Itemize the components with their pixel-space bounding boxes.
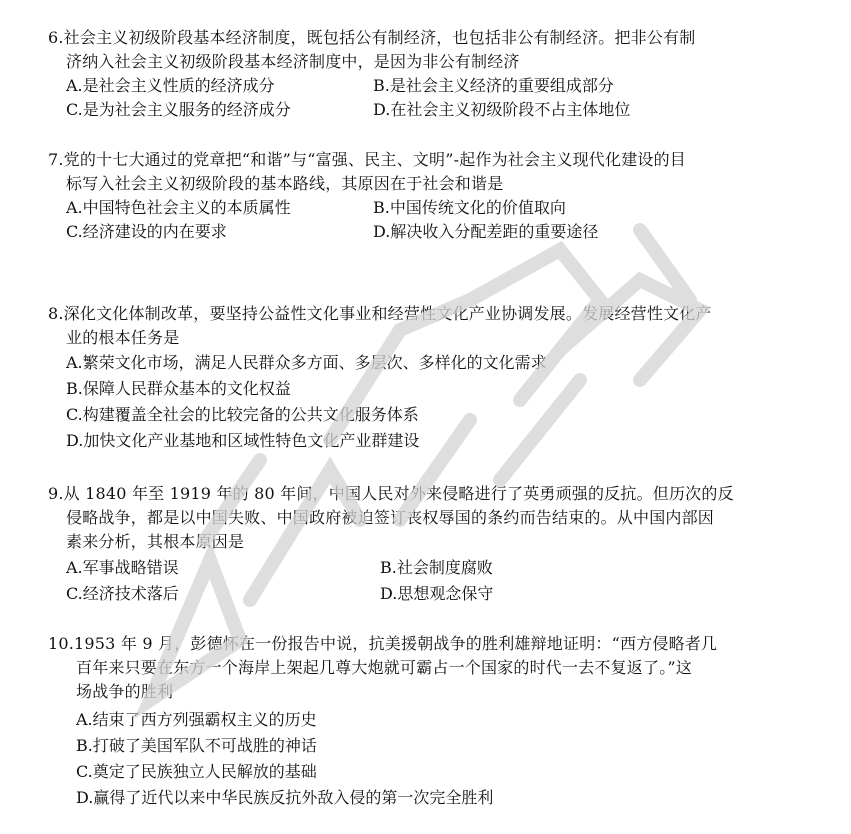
question-7-option-c[interactable]: C.经济建设的内在要求 — [66, 222, 227, 241]
question-8-stem — [48, 302, 838, 350]
question-10-option-a[interactable]: A.结束了西方列强霸权主义的历史 — [76, 710, 317, 729]
question-10-line-2: 百年来只要在东方一个海岸上架起几尊大炮就可霸占一个国家的时代一去不复返了。”这 — [76, 658, 692, 677]
question-7-stem — [48, 148, 838, 196]
question-10-stem — [48, 632, 838, 704]
question-9-option-c[interactable]: C.经济技术落后 — [66, 584, 179, 603]
question-6-option-c[interactable]: C.是为社会主义服务的经济成分 — [66, 100, 291, 119]
question-7-line-1: 7.党的十七大通过的党章把“和谐”与“富强、民主、文明”-起作为社会主义现代化建设的目 — [48, 150, 686, 169]
question-6-option-d[interactable]: D.在社会主义初级阶段不占主体地位 — [373, 100, 631, 119]
question-9-option-d[interactable]: D.思想观念保守 — [380, 584, 494, 603]
question-6-option-b[interactable]: B.是社会主义经济的重要组成部分 — [373, 76, 614, 95]
question-10-option-c[interactable]: C.奠定了民族独立人民解放的基础 — [76, 762, 317, 781]
question-9-line-2: 侵略战争，都是以中国失败、中国政府被迫签订丧权辱国的条约而告结束的。从中国内部因 — [66, 508, 715, 527]
question-9-stem — [48, 482, 838, 554]
question-6-line-1: 6.社会主义初级阶段基本经济制度，既包括公有制经济，也包括非公有制经济。把非公有制 — [48, 28, 696, 47]
question-9-option-b[interactable]: B.社会制度腐败 — [380, 558, 493, 577]
question-6-line-2: 济纳入社会主义初级阶段基本经济制度中，是因为非公有制经济 — [66, 52, 520, 71]
question-10-option-d[interactable]: D.赢得了近代以来中华民族反抗外敌入侵的第一次完全胜利 — [76, 788, 494, 807]
question-10-option-b[interactable]: B.打破了美国军队不可战胜的神话 — [76, 736, 317, 755]
question-6-option-a[interactable]: A.是社会主义性质的经济成分 — [66, 76, 275, 95]
question-9-line-3: 素来分析，其根本原因是 — [66, 532, 245, 551]
question-10-line-1: 10.1953 年 9 月，彭德怀在一份报告中说，抗美援朝战争的胜利雄辩地证明：“西方侵略者几 — [48, 634, 718, 653]
question-8-option-b[interactable]: B.保障人民群众基本的文化权益 — [66, 379, 291, 398]
question-7-option-b[interactable]: B.中国传统文化的价值取向 — [373, 198, 566, 217]
question-8-option-a[interactable]: A.繁荣文化市场，满足人民群众多方面、多层次、多样化的文化需求 — [66, 353, 547, 372]
question-7-option-d[interactable]: D.解决收入分配差距的重要途径 — [373, 222, 599, 241]
question-6-stem — [48, 26, 838, 74]
question-8-line-2: 业的根本任务是 — [66, 328, 180, 347]
question-8-option-d[interactable]: D.加快文化产业基地和区域性特色文化产业群建设 — [66, 431, 420, 450]
question-7-option-a[interactable]: A.中国特色社会主义的本质属性 — [66, 198, 291, 217]
question-9-option-a[interactable]: A.军事战略错误 — [66, 558, 179, 577]
question-8-option-c[interactable]: C.构建覆盖全社会的比较完备的公共文化服务体系 — [66, 405, 419, 424]
question-8-line-1: 8.深化文化体制改革，要坚持公益性文化事业和经营性文化产业协调发展。发展经营性文化产 — [48, 304, 712, 323]
question-7-line-2: 标写入社会主义初级阶段的基本路线，其原因在于社会和谐是 — [66, 174, 504, 193]
question-9-line-1: 9.从 1840 年至 1919 年的 80 年间，中国人民对外来侵略进行了英勇顽强的反抗。但历次的反 — [48, 484, 734, 503]
question-10-line-3: 场战争的胜利 — [76, 682, 174, 701]
